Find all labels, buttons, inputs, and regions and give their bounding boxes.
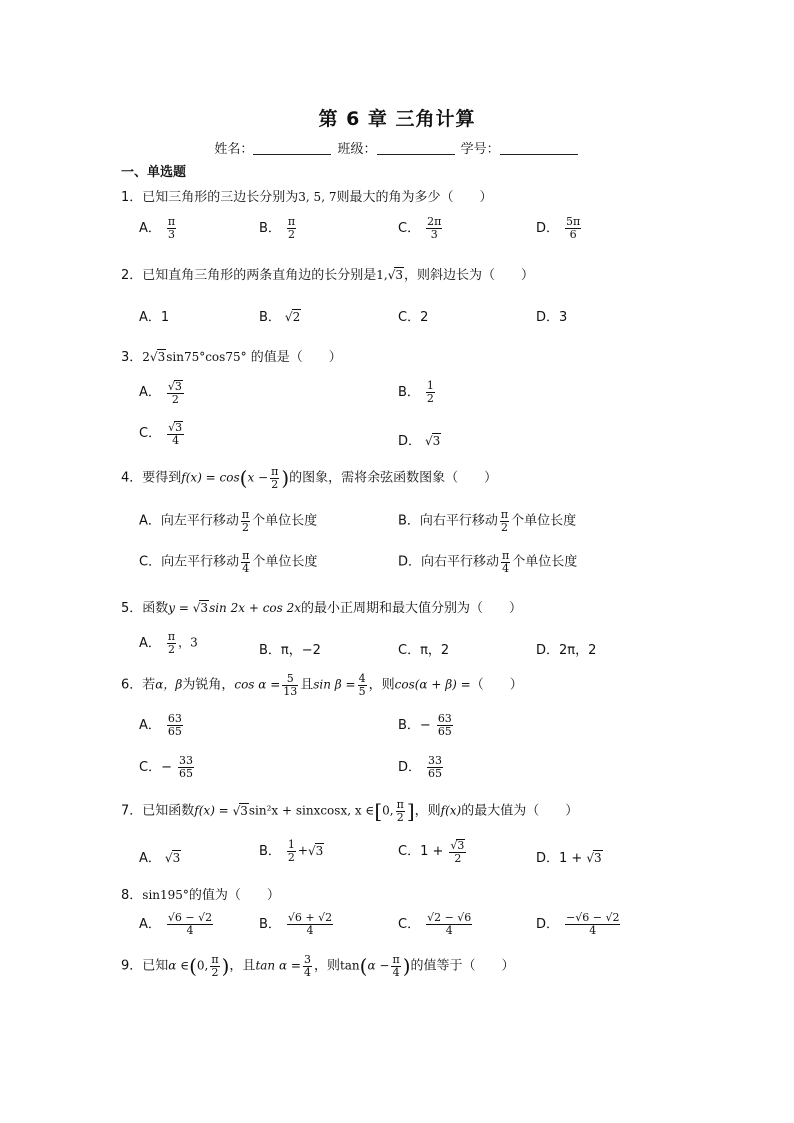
name-blank [253,142,331,155]
question-3: 3．2√3sin75°cos75° 的值是（ ） [121,350,342,365]
q3-option-c: C． $\frac{√3}{4}$ [139,421,183,447]
question-6: 6．若α，β为锐角，cos α = $\frac{5}{13}$ 且sin β = $\frac{4}{5}$ ，则cos(α + β) =（ ） [121,672,523,698]
name-label: 姓名： [214,142,254,157]
question-2: 2．已知直角三角形的两条直角边的长分别是1,√3，则斜边长为（ ） [121,268,535,283]
q8-option-a: A． $\frac{√6 - √2}{4}$ [139,911,213,937]
q2-option-a: A．1 [139,310,170,325]
q4-option-c: C．向左平行移动 $\frac{\pi}{4}$ 个单位长度 [139,549,318,575]
q8-option-c: C． $\frac{√2 - √6}{4}$ [398,911,472,937]
q8-option-b: B． $\frac{√6 + √2}{4}$ [259,911,333,937]
q5-option-b: B．π，−2 [259,643,321,658]
q4-option-a: A．向左平行移动 $\frac{\pi}{2}$ 个单位长度 [139,508,318,534]
student-info-line [0,138,794,157]
q5-option-d: D．2π，2 [536,643,597,658]
q7-option-c: C．1 + $\frac{√3}{2}$ [398,839,465,865]
q1-option-d: D． $\frac{5\pi}{6}$ [536,215,581,241]
q8-option-d: D． $\frac{-√6 - √2}{4}$ [536,911,620,937]
q6-option-c: C．− $\frac{33}{65}$ [139,754,193,780]
q2-option-c: C．2 [398,310,429,325]
question-4: 4．要得到f(x) = cos(x − $\frac{\pi}{2}$ )的图象，需将余弦函数图象（ ） [121,465,498,491]
q6-option-d: D． $\frac{33}{65}$ [398,754,443,780]
question-8: 8．sin195°的值为（ ） [121,888,280,903]
class-label: 班级： [337,142,377,157]
q1-option-c: C． $\frac{2\pi}{3}$ [398,215,442,241]
q1-option-b: B． $\frac{\pi}{2}$ [259,215,296,241]
q3-option-d: D． √3 [398,434,441,449]
student-id-label: 学号： [460,142,500,157]
q6-option-a: A． $\frac{63}{65}$ [139,712,182,738]
question-1: 1．已知三角形的三边长分别为3, 5, 7则最大的角为多少（ ） [121,190,493,205]
q7-option-b: B． $\frac{1}{2}$ +√3 [259,838,324,864]
q2-option-d: D．3 [536,310,568,325]
q4-option-d: D．向右平行移动 $\frac{\pi}{4}$ 个单位长度 [398,549,578,575]
q2-option-b: B． √2 [259,310,301,325]
question-9: 9．已知α ∈(0, $\frac{\pi}{2}$ )，且tan α = $\frac{3}{4}$ ，则tan(α − $\frac{\pi}{4}$ )的值等于（ ） [121,953,515,979]
q7-option-a: A． √3 [139,851,181,866]
q5-option-a: A． $\frac{\pi}{2}$ ，3 [139,630,198,656]
q6-option-b: B．− $\frac{63}{65}$ [398,712,452,738]
question-5: 5．函数y = √3sin 2x + cos 2x的最小正周期和最大值分别为（ ） [121,601,523,616]
q4-option-b: B．向右平行移动 $\frac{\pi}{2}$ 个单位长度 [398,508,577,534]
class-blank [377,142,455,155]
q3-option-a: A． $\frac{√3}{2}$ [139,380,182,406]
student-id-blank [500,142,578,155]
q7-option-d: D．1 + √3 [536,851,602,866]
q1-option-a: A． $\frac{\pi}{3}$ [139,215,176,241]
q5-option-c: C．π，2 [398,643,450,658]
section-heading: 一、单选题 [121,165,187,180]
page-title: 第 6 章 三角计算 [318,108,476,130]
q3-option-b: B． $\frac{1}{2}$ [398,379,434,405]
question-7: 7．已知函数f(x) = √3sin²x + sinxcosx, x ∈[0, $\frac{\pi}{2}$ ]，则f(x)的最大值为（ ） [121,798,579,824]
